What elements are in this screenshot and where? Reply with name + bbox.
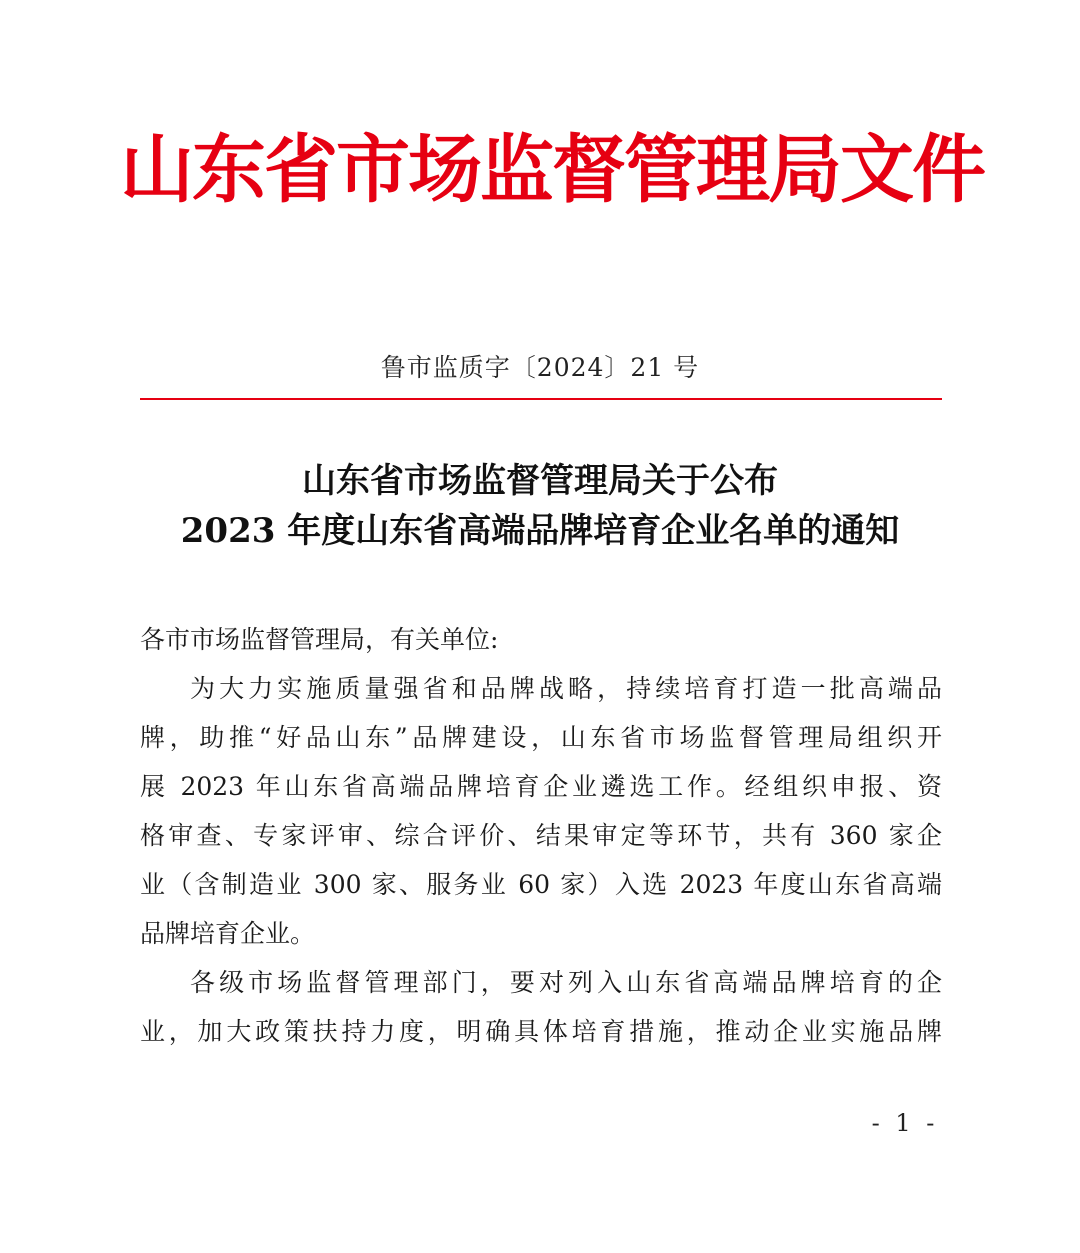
red-divider-line (140, 398, 942, 400)
paragraph-2-line-1: 各级市场监督管理部门，要对列入山东省高端品牌培育的企 (190, 968, 942, 997)
notice-body (140, 615, 942, 1056)
document-header-title: 山东省市场监督管理局文件 (120, 127, 984, 213)
notice-title-line-2: 2023 年度山东省高端品牌培育企业名单的通知 (180, 511, 900, 551)
paragraph-1-line-1: 为大力实施质量强省和品牌战略，持续培育打造一批高端品 (190, 674, 942, 703)
paragraph-1-line-2: 牌，助推“好品山东”品牌建设，山东省市场监督管理局组织开 (140, 723, 942, 752)
paragraph-1-line-6: 品牌培育企业。 (140, 919, 316, 948)
document-number: 鲁市监质字〔2024〕21 号 (380, 353, 700, 382)
paragraph-1-line-5: 业（含制造业 300 家、服务业 60 家）入选 2023 年度山东省高端 (140, 870, 942, 899)
paragraph-1-line-3: 展 2023 年山东省高端品牌培育企业遴选工作。经组织申报、资 (140, 772, 942, 801)
paragraph-1-line-4: 格审查、专家评审、综合评价、结果审定等环节，共有 360 家企 (140, 821, 942, 850)
notice-title (130, 456, 950, 556)
salutation: 各市市场监督管理局，有关单位: (140, 625, 499, 654)
page-number: - 1 - (871, 1109, 939, 1137)
notice-title-line-1: 山东省市场监督管理局关于公布 (302, 461, 778, 501)
paragraph-2-line-2: 业，加大政策扶持力度，明确具体培育措施，推动企业实施品牌 (140, 1017, 942, 1046)
